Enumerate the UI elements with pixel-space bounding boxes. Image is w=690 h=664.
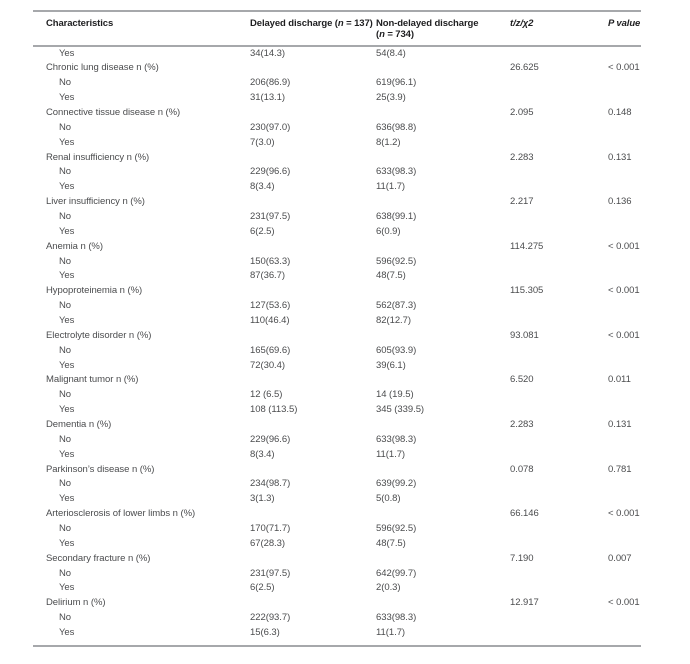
table-row	[33, 47, 641, 62]
col-header-characteristics: Characteristics	[46, 17, 114, 29]
header-text: = 137)	[343, 17, 373, 29]
delayed-discharge-value: 8(3.4)	[250, 181, 275, 193]
p-value	[608, 269, 641, 284]
characteristic-label: Yes	[59, 493, 75, 505]
statistic-value	[510, 567, 608, 582]
statistic-value	[510, 626, 608, 641]
characteristic-label: No	[59, 612, 72, 624]
delayed-discharge-value	[250, 507, 376, 522]
non-delayed-discharge-value	[376, 329, 510, 344]
non-delayed-discharge-value: 48(7.5)	[376, 270, 406, 282]
delayed-discharge-value: 12 (6.5)	[250, 389, 283, 401]
col-header-delayed-discharge	[250, 18, 376, 45]
statistic-value	[510, 76, 608, 91]
non-delayed-discharge-value: 596(92.5)	[376, 255, 417, 267]
delayed-discharge-value: 127(53.6)	[250, 300, 291, 312]
table-row	[33, 91, 641, 106]
p-value: < 0.001	[608, 329, 640, 341]
non-delayed-discharge-value: 54(8.4)	[376, 47, 406, 59]
delayed-discharge-value: 206(86.9)	[250, 77, 291, 89]
delayed-discharge-value	[250, 151, 376, 166]
non-delayed-discharge-value: 5(0.8)	[376, 493, 401, 505]
non-delayed-discharge-value: 619(96.1)	[376, 77, 417, 89]
characteristic-label: Yes	[59, 136, 75, 148]
header-italic-n: n	[337, 17, 344, 29]
p-value	[608, 567, 641, 582]
table-row	[33, 284, 641, 299]
table-row	[33, 76, 641, 91]
statistic-value	[510, 477, 608, 492]
characteristic-label: Anemia n (%)	[46, 240, 103, 252]
non-delayed-discharge-value	[376, 106, 510, 121]
p-value: < 0.001	[608, 240, 640, 252]
statistic-value: 12.917	[510, 597, 539, 609]
characteristic-label: Yes	[59, 359, 75, 371]
table-row	[33, 344, 641, 359]
non-delayed-discharge-value: 633(98.3)	[376, 433, 417, 445]
table-row	[33, 151, 641, 166]
table-row	[33, 210, 641, 225]
p-value	[608, 522, 641, 537]
table-row	[33, 269, 641, 284]
characteristic-label: No	[59, 77, 72, 89]
statistic-value	[510, 121, 608, 136]
delayed-discharge-value	[250, 329, 376, 344]
characteristic-label: Yes	[59, 47, 75, 59]
statistic-value: 66.146	[510, 508, 539, 520]
characteristic-label: Connective tissue disease n (%)	[46, 106, 181, 118]
p-value	[608, 388, 641, 403]
non-delayed-discharge-value: 636(98.8)	[376, 121, 417, 133]
table-row	[33, 195, 641, 210]
table-row	[33, 165, 641, 180]
table-row	[33, 611, 641, 626]
characteristic-label: Arteriosclerosis of lower limbs n (%)	[46, 508, 196, 520]
delayed-discharge-value	[250, 463, 376, 478]
table-row	[33, 522, 641, 537]
statistic-value	[510, 225, 608, 240]
non-delayed-discharge-value: 82(12.7)	[376, 314, 411, 326]
table-row	[33, 136, 641, 151]
table-row	[33, 567, 641, 582]
col-header-non-delayed-discharge	[376, 18, 510, 45]
non-delayed-discharge-value: 562(87.3)	[376, 300, 417, 312]
delayed-discharge-value: 8(3.4)	[250, 448, 275, 460]
table-row	[33, 388, 641, 403]
delayed-discharge-value: 7(3.0)	[250, 136, 275, 148]
p-value	[608, 611, 641, 626]
delayed-discharge-value: 230(97.0)	[250, 121, 291, 133]
table-row	[33, 225, 641, 240]
statistic-value: 93.081	[510, 329, 539, 341]
delayed-discharge-value	[250, 195, 376, 210]
statistic-value: 2.217	[510, 196, 534, 208]
non-delayed-discharge-value: 638(99.1)	[376, 210, 417, 222]
non-delayed-discharge-value	[376, 596, 510, 611]
table-row	[33, 403, 641, 418]
p-value	[608, 136, 641, 151]
delayed-discharge-value: 34(14.3)	[250, 47, 285, 59]
table-row	[33, 581, 641, 596]
non-delayed-discharge-value: 48(7.5)	[376, 537, 406, 549]
table-row	[33, 552, 641, 567]
non-delayed-discharge-value	[376, 240, 510, 255]
non-delayed-discharge-value: 39(6.1)	[376, 359, 406, 371]
non-delayed-discharge-value: 605(93.9)	[376, 344, 417, 356]
statistic-value	[510, 210, 608, 225]
header-text-line2	[376, 29, 510, 41]
table-row	[33, 255, 641, 270]
statistic-value	[510, 403, 608, 418]
statistic-value	[510, 314, 608, 329]
delayed-discharge-value: 231(97.5)	[250, 567, 291, 579]
table-row	[33, 299, 641, 314]
non-delayed-discharge-value	[376, 151, 510, 166]
delayed-discharge-value: 31(13.1)	[250, 92, 285, 104]
p-value	[608, 47, 641, 62]
non-delayed-discharge-value: 11(1.7)	[376, 448, 406, 460]
non-delayed-discharge-value	[376, 373, 510, 388]
p-value: < 0.001	[608, 285, 640, 297]
table-row	[33, 106, 641, 121]
statistic-value	[510, 299, 608, 314]
table-row	[33, 373, 641, 388]
non-delayed-discharge-value: 2(0.3)	[376, 582, 401, 594]
delayed-discharge-value	[250, 106, 376, 121]
p-value	[608, 344, 641, 359]
characteristic-label: Electrolyte disorder n (%)	[46, 329, 152, 341]
statistic-value	[510, 611, 608, 626]
statistic-value: 26.625	[510, 62, 539, 74]
delayed-discharge-value: 110(46.4)	[250, 314, 290, 326]
table-row	[33, 537, 641, 552]
p-value	[608, 537, 641, 552]
table-row	[33, 596, 641, 611]
table-row	[33, 61, 641, 76]
statistic-value	[510, 269, 608, 284]
non-delayed-discharge-value	[376, 61, 510, 76]
non-delayed-discharge-value	[376, 507, 510, 522]
non-delayed-discharge-value: 11(1.7)	[376, 181, 406, 193]
table-row	[33, 448, 641, 463]
header-text: Delayed discharge (	[250, 17, 338, 29]
non-delayed-discharge-value: 345 (339.5)	[376, 404, 425, 416]
statistic-value: 2.095	[510, 106, 534, 118]
p-value: 0.011	[608, 374, 631, 386]
p-value	[608, 448, 641, 463]
statistic-value	[510, 388, 608, 403]
statistic-value	[510, 165, 608, 180]
delayed-discharge-value: 108 (113.5)	[250, 404, 298, 416]
characteristic-label: Yes	[59, 404, 75, 416]
characteristic-label: Yes	[59, 270, 75, 282]
characteristic-label: Yes	[59, 92, 75, 104]
table-row	[33, 240, 641, 255]
non-delayed-discharge-value	[376, 552, 510, 567]
delayed-discharge-value: 234(98.7)	[250, 478, 291, 490]
delayed-discharge-value	[250, 240, 376, 255]
statistic-value: 0.078	[510, 463, 534, 475]
statistic-value	[510, 91, 608, 106]
p-value	[608, 433, 641, 448]
characteristic-label: No	[59, 389, 72, 401]
characteristic-label: Yes	[59, 537, 75, 549]
table-row	[33, 433, 641, 448]
characteristic-label: No	[59, 300, 72, 312]
p-value	[608, 299, 641, 314]
delayed-discharge-value: 6(2.5)	[250, 225, 275, 237]
delayed-discharge-value: 231(97.5)	[250, 210, 291, 222]
characteristic-label: Yes	[59, 448, 75, 460]
p-value	[608, 165, 641, 180]
non-delayed-discharge-value	[376, 418, 510, 433]
delayed-discharge-value: 87(36.7)	[250, 270, 285, 282]
non-delayed-discharge-value: 596(92.5)	[376, 523, 417, 534]
p-value	[608, 403, 641, 418]
non-delayed-discharge-value	[376, 195, 510, 210]
characteristic-label: Yes	[59, 314, 75, 326]
col-header-p-value: P value	[608, 17, 641, 29]
col-header-statistic: t/z/χ2	[510, 17, 534, 29]
characteristic-label: No	[59, 121, 72, 133]
table-bottom-rule	[33, 645, 641, 647]
non-delayed-discharge-value: 633(98.3)	[376, 612, 417, 624]
p-value	[608, 626, 641, 641]
header-text: Non-delayed discharge	[376, 17, 479, 29]
delayed-discharge-value	[250, 418, 376, 433]
delayed-discharge-value	[250, 552, 376, 567]
non-delayed-discharge-value: 639(99.2)	[376, 478, 417, 490]
statistic-value	[510, 47, 608, 62]
non-delayed-discharge-value	[376, 463, 510, 478]
p-value	[608, 255, 641, 270]
statistic-value: 114.275	[510, 240, 544, 252]
delayed-discharge-value	[250, 284, 376, 299]
delayed-discharge-value	[250, 373, 376, 388]
non-delayed-discharge-value: 633(98.3)	[376, 166, 417, 178]
characteristic-label: No	[59, 523, 72, 534]
characteristic-label: Renal insufficiency n (%)	[46, 151, 150, 163]
characteristic-label: Secondary fracture n (%)	[46, 552, 151, 564]
table-row	[33, 314, 641, 329]
statistic-value	[510, 581, 608, 596]
p-value	[608, 492, 641, 507]
characteristic-label: No	[59, 255, 72, 267]
table-row	[33, 492, 641, 507]
delayed-discharge-value	[250, 596, 376, 611]
delayed-discharge-value: 222(93.7)	[250, 612, 291, 624]
characteristic-label: No	[59, 166, 72, 178]
delayed-discharge-value: 67(28.3)	[250, 537, 285, 549]
delayed-discharge-value	[250, 61, 376, 76]
statistic-value	[510, 448, 608, 463]
p-value: < 0.001	[608, 62, 640, 74]
statistic-value: 115.305	[510, 285, 544, 297]
characteristic-label: Yes	[59, 582, 75, 594]
delayed-discharge-value: 170(71.7)	[250, 523, 291, 534]
characteristic-label: Hypoproteinemia n (%)	[46, 285, 143, 297]
table-row	[33, 180, 641, 195]
delayed-discharge-value: 15(6.3)	[250, 627, 280, 639]
statistic-value: 2.283	[510, 418, 534, 430]
table-row	[33, 507, 641, 522]
p-value	[608, 121, 641, 136]
characteristic-label: No	[59, 478, 72, 490]
characteristic-label: Yes	[59, 225, 75, 237]
characteristics-comparison-table	[33, 10, 641, 647]
characteristic-label: Parkinson’s disease n (%)	[46, 463, 155, 475]
statistic-value	[510, 537, 608, 552]
table-row	[33, 626, 641, 641]
statistic-value: 7.190	[510, 552, 534, 564]
p-value	[608, 581, 641, 596]
p-value	[608, 76, 641, 91]
characteristic-label: Delirium n (%)	[46, 597, 106, 609]
p-value: 0.136	[608, 196, 632, 208]
characteristic-label: No	[59, 567, 72, 579]
table-row	[33, 121, 641, 136]
delayed-discharge-value: 3(1.3)	[250, 493, 275, 505]
p-value	[608, 359, 641, 374]
table-row	[33, 418, 641, 433]
non-delayed-discharge-value: 8(1.2)	[376, 136, 401, 148]
header-text: (	[376, 29, 380, 40]
delayed-discharge-value: 6(2.5)	[250, 582, 275, 594]
characteristic-label: No	[59, 344, 72, 356]
header-text: = 734)	[384, 29, 414, 40]
characteristic-label: Chronic lung disease n (%)	[46, 62, 159, 74]
statistic-value	[510, 522, 608, 537]
statistic-value	[510, 136, 608, 151]
characteristic-label: Yes	[59, 627, 75, 639]
table-row	[33, 359, 641, 374]
delayed-discharge-value: 229(96.6)	[250, 433, 291, 445]
p-value: < 0.001	[608, 508, 640, 520]
characteristic-label: Liver insufficiency n (%)	[46, 196, 145, 208]
p-value: 0.131	[608, 151, 632, 163]
delayed-discharge-value: 72(30.4)	[250, 359, 285, 371]
statistic-value: 6.520	[510, 374, 534, 386]
non-delayed-discharge-value: 25(3.9)	[376, 92, 406, 104]
p-value: 0.007	[608, 552, 632, 564]
p-value	[608, 225, 641, 240]
p-value	[608, 477, 641, 492]
p-value	[608, 91, 641, 106]
delayed-discharge-value: 229(96.6)	[250, 166, 291, 178]
statistic-value	[510, 255, 608, 270]
p-value	[608, 180, 641, 195]
characteristic-label: Malignant tumor n (%)	[46, 374, 139, 386]
delayed-discharge-value: 165(69.6)	[250, 344, 291, 356]
p-value: < 0.001	[608, 597, 640, 609]
p-value: 0.131	[608, 418, 632, 430]
non-delayed-discharge-value: 14 (19.5)	[376, 389, 414, 401]
p-value	[608, 314, 641, 329]
p-value: 0.148	[608, 106, 632, 118]
table-header-row	[33, 12, 641, 45]
non-delayed-discharge-value: 6(0.9)	[376, 225, 401, 237]
characteristic-label: No	[59, 210, 72, 222]
statistic-value	[510, 344, 608, 359]
statistic-value: 2.283	[510, 151, 534, 163]
characteristic-label: Yes	[59, 181, 75, 193]
p-value	[608, 210, 641, 225]
non-delayed-discharge-value	[376, 284, 510, 299]
header-italic-n: n	[379, 29, 385, 40]
table-body	[33, 47, 641, 646]
table-row	[33, 463, 641, 478]
p-value: 0.781	[608, 463, 632, 475]
statistic-value	[510, 180, 608, 195]
statistic-value	[510, 433, 608, 448]
non-delayed-discharge-value: 642(99.7)	[376, 567, 417, 579]
non-delayed-discharge-value: 11(1.7)	[376, 627, 406, 639]
delayed-discharge-value: 150(63.3)	[250, 255, 291, 267]
table-row	[33, 477, 641, 492]
table-row	[33, 329, 641, 344]
characteristic-label: No	[59, 433, 72, 445]
statistic-value	[510, 359, 608, 374]
statistic-value	[510, 492, 608, 507]
characteristic-label: Dementia n (%)	[46, 418, 112, 430]
